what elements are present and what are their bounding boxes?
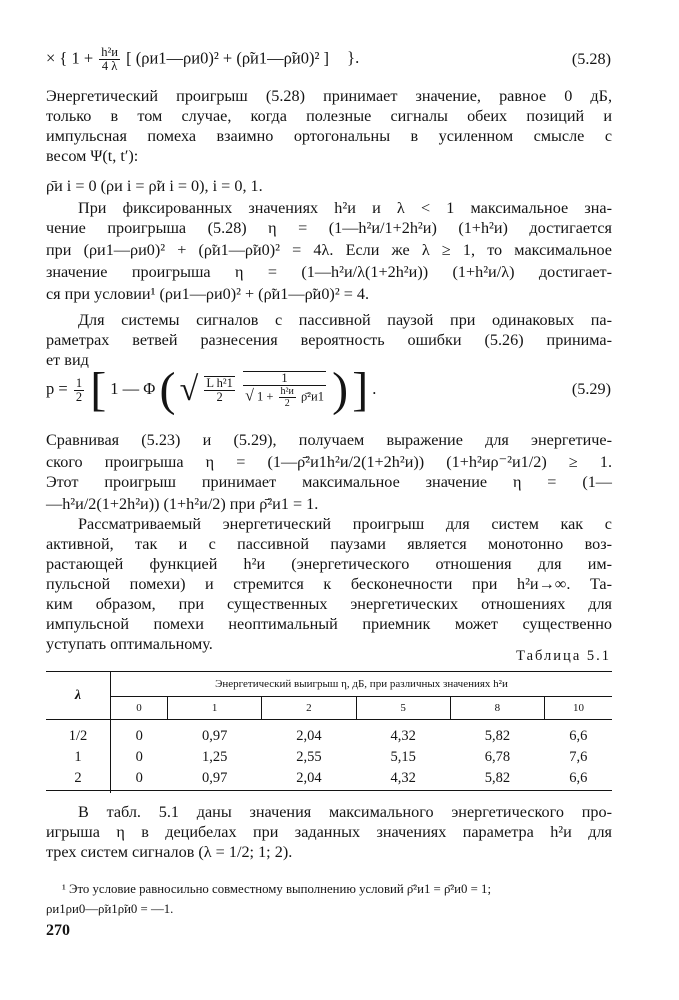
table-subheader-row bbox=[46, 697, 612, 720]
table-row bbox=[46, 747, 612, 768]
table-col-header: 10 bbox=[545, 697, 613, 720]
para1-line: весом Ψ(t, t′): bbox=[46, 147, 139, 165]
table-cell: 2,04 bbox=[296, 770, 322, 786]
para5-line: пульсной помехи) и стремится к бесконечности при h²и→∞. Та- bbox=[46, 575, 612, 593]
equation-5-29 bbox=[46, 363, 377, 417]
equation-number-5-29: (5.29) bbox=[571, 380, 611, 398]
table-header-row bbox=[46, 672, 612, 697]
eq529-inner-den: √ 1 + $\frac{\text{h²и}}{2}$ ρ̄²и1 bbox=[245, 386, 324, 410]
para2-line: ся при условии¹ (ρи1—ρи0)² + (ρ̃и1—ρ̃и0)² = 4. bbox=[46, 285, 370, 303]
eq-fraction bbox=[99, 46, 120, 73]
eq529-sqrt-sign: √ bbox=[179, 371, 199, 409]
para2-line: значение проигрыша η = (1—h²и/λ(1+2h²и)) (1+h²и/λ) достигает- bbox=[46, 263, 612, 281]
eq529-root-num: L h²1 bbox=[206, 376, 233, 391]
table-cell: 5,82 bbox=[484, 728, 511, 744]
eq529-inner-one: 1 + bbox=[256, 389, 274, 404]
table-cell: 2,04 bbox=[296, 728, 322, 744]
eq-lead: × { 1 + bbox=[46, 48, 94, 68]
para2-line: При фиксированных значениях h²и и λ < 1 максимальное зна- bbox=[78, 199, 612, 217]
table-cell: 6,6 bbox=[569, 770, 588, 786]
para4-line: Этот проигрыш принимает максимальное значение η = (1— bbox=[46, 473, 612, 491]
para4-line: —h²и/2(1+2h²и)) (1+h²и/2) при ρ̄²и1 = 1. bbox=[46, 495, 319, 513]
para6-line: игрыша η в децибелах при заданных значениях параметра h²и для bbox=[46, 823, 612, 841]
table-cell: 1,25 bbox=[201, 749, 228, 765]
para3-line: раметрах ветвей разнесения вероятность ошибки (5.26) принима- bbox=[46, 331, 612, 349]
table-cell: 2,55 bbox=[296, 749, 322, 765]
eq529-inner-num: 1 bbox=[243, 372, 326, 386]
eq529-inner-small-num: h²и bbox=[280, 386, 294, 398]
para2-line: при (ρи1—ρи0)² + (ρ̃и1—ρ̃и0)² = 4λ. Если же λ ≥ 1, то максимальное bbox=[46, 241, 612, 259]
para5-line: растающей функцией h²и (энергетического отношения для им- bbox=[46, 555, 612, 573]
table-lambda-header: λ bbox=[46, 672, 111, 720]
table-cell: 0 bbox=[135, 770, 143, 786]
eq529-half bbox=[74, 377, 84, 404]
table-col-header: 2 bbox=[262, 697, 356, 720]
footnote-line: ρи1ρи0—ρ̃и1ρ̃и0 = —1. bbox=[46, 902, 174, 916]
eq529-close-bracket: ] bbox=[352, 363, 369, 417]
table-cell: 0,97 bbox=[201, 770, 228, 786]
para5-line: импульсной помехи неоптимальный приемник может существенно bbox=[46, 615, 612, 633]
eq529-lhs: p = bbox=[46, 379, 68, 398]
table-cell: 7,6 bbox=[569, 749, 588, 765]
para6-line: трех систем сигналов (λ = 1/2; 1; 2). bbox=[46, 843, 293, 861]
eq529-half-den: 2 bbox=[75, 389, 83, 404]
eq529-mid: 1 — Φ bbox=[110, 379, 156, 398]
table-cell: 6,6 bbox=[569, 728, 588, 744]
equation-number-5-28: (5.28) bbox=[571, 50, 611, 68]
table-5-1 bbox=[46, 672, 612, 793]
eq-fraction-den: 4 λ bbox=[101, 59, 118, 73]
table-row-lambda: 1 bbox=[46, 747, 111, 768]
eq529-root-frac bbox=[204, 376, 235, 404]
para5-line: ким образом, при существенных энергетических отношениях для bbox=[46, 595, 612, 613]
eq529-inner-small-frac bbox=[279, 386, 296, 409]
table-cell: 4,32 bbox=[390, 770, 416, 786]
para5-line: уступать оптимальному. bbox=[46, 635, 213, 653]
page-number: 270 bbox=[46, 922, 70, 939]
table-cell: 0,97 bbox=[201, 728, 228, 744]
para3-line: Для системы сигналов с пассивной паузой при одинаковых па- bbox=[78, 311, 612, 329]
eq529-inner-frac bbox=[243, 371, 326, 409]
para4-line: Сравнивая (5.23) и (5.29), получаем выражение для энергетиче- bbox=[46, 431, 612, 449]
para5-line: активной, так и с пассивной паузами является монотонно воз- bbox=[46, 535, 612, 553]
table-group-header: Энергетический выигрыш η, дБ, при различных значениях h²и bbox=[111, 672, 613, 697]
eq529-half-num: 1 bbox=[75, 375, 83, 390]
eq-fraction-num: h²и bbox=[101, 45, 118, 59]
eq-bracket: [ (ρи1—ρи0)² + (ρ̃и1—ρ̃и0)² ] bbox=[126, 48, 330, 68]
table-bottom-rule bbox=[46, 790, 612, 791]
table-row bbox=[46, 720, 612, 748]
table-caption: Таблица 5.1 bbox=[516, 648, 611, 664]
table-cell: 5,15 bbox=[390, 749, 416, 765]
table-cell: 5,82 bbox=[484, 770, 511, 786]
para4-line: ского проигрыша η = (1—ρ̄²и1h²и/2(1+2h²и)) (1+h²иρ⁻²и1/2) ≥ 1. bbox=[46, 453, 612, 471]
table-col-header: 0 bbox=[111, 697, 168, 720]
footnote-line: ¹ Это условие равносильно совместному выполнению условий ρ̄²и1 = ρ̄²и0 = 1; bbox=[62, 882, 492, 896]
eq529-open-paren: ( bbox=[159, 363, 176, 417]
para1-line: Энергетический проигрыш (5.28) принимает значение, равное 0 дБ, bbox=[46, 87, 612, 105]
eq529-inner-tail: ρ̄²и1 bbox=[301, 389, 324, 404]
eq529-close-paren: ) bbox=[332, 363, 349, 417]
para6-line: В табл. 5.1 даны значения максимального энергетического про- bbox=[78, 803, 612, 821]
eq-close: }. bbox=[347, 48, 360, 68]
table-cell: 4,32 bbox=[390, 728, 416, 744]
table-col-header: 1 bbox=[168, 697, 262, 720]
eq529-close: . bbox=[372, 379, 377, 398]
para1-line: импульсная помеха взаимно ортогональны в усиленном смысле с bbox=[46, 127, 612, 145]
table-row-lambda: 2 bbox=[46, 768, 111, 793]
eq529-open-bracket: [ bbox=[90, 363, 107, 417]
table-col-header: 8 bbox=[450, 697, 544, 720]
condition-equation: ρ̄и i = 0 (ρи i = ρ̃и i = 0), i = 0, 1. bbox=[46, 177, 263, 195]
para1-line: только в том случае, когда полезные сигналы обеих позиций и bbox=[46, 107, 612, 125]
table-cell: 0 bbox=[135, 749, 143, 765]
para2-line: чение проигрыша (5.28) η = (1—h²и/1+2h²и) (1+h²и) достигается bbox=[46, 219, 612, 237]
table-col-header: 5 bbox=[356, 697, 450, 720]
equation-5-28-tail bbox=[46, 46, 359, 73]
para3-line: ет вид bbox=[46, 351, 89, 369]
table-cell: 0 bbox=[135, 728, 143, 744]
table-row-lambda: 1/2 bbox=[46, 720, 111, 748]
table-cell: 6,78 bbox=[484, 749, 511, 765]
para5-line: Рассматриваемый энергетический проигрыш для систем как с bbox=[78, 515, 612, 533]
eq529-inner-small-den: 2 bbox=[284, 398, 290, 410]
eq529-root-den: 2 bbox=[216, 390, 223, 405]
